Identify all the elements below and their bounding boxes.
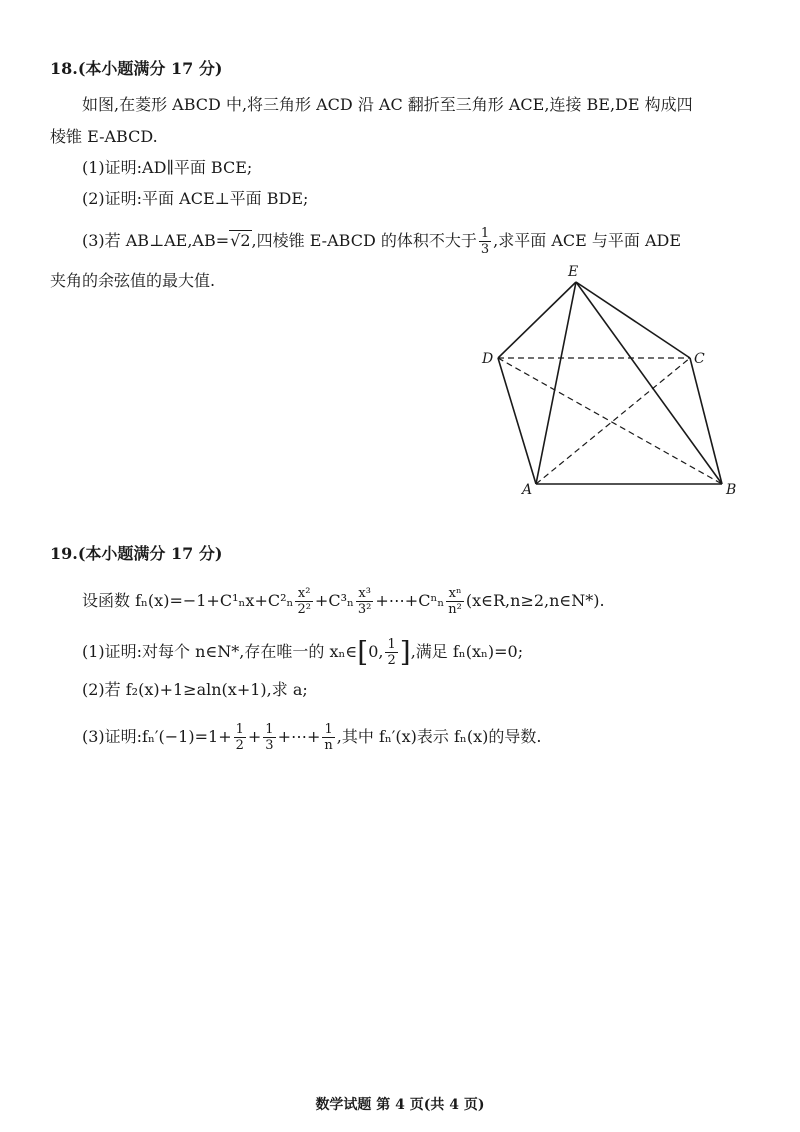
fraction-numerator: 1 [387, 637, 396, 652]
page-footer: 数学试题 第 4 页(共 4 页) [315, 1097, 485, 1113]
q19-def-text-b: +C³ₙ [314, 591, 354, 610]
q19-p3-plus: + [247, 727, 262, 746]
q19-p3-fraction-1 [234, 722, 246, 753]
figure-hidden-edges [498, 358, 722, 484]
q18-part3-fraction [479, 226, 491, 257]
q19-def-text-a: 设函数 fₙ(x)=−1+C¹ₙx+C²ₙ [82, 591, 294, 610]
figure-solid-edges [498, 282, 722, 484]
q19-p3-fraction-2 [263, 722, 275, 753]
q18-part3-sqrt: √2 [230, 231, 251, 250]
vertex-label-e: E [568, 264, 579, 280]
fraction-numerator: xⁿ [446, 586, 464, 602]
q19-p3-text-b: ,其中 fₙ′(x)表示 fₙ(x)的导数. [336, 727, 542, 746]
q19-p3-fraction-3 [322, 722, 334, 753]
fraction-numerator: 1 [322, 722, 334, 738]
q18-part3-text-b: ,四棱锥 E-ABCD 的体积不大于 [251, 231, 477, 250]
q19-part2: (2)若 f₂(x)+1≥aln(x+1),求 a; [82, 680, 308, 699]
fraction-numerator: 1 [265, 722, 274, 737]
vertex-label-d: D [482, 351, 494, 367]
fraction-denominator: 2² [297, 602, 311, 617]
q18-header: 18.(本小题满分 17 分) [50, 59, 223, 78]
interval-close-bracket: ] [399, 635, 411, 669]
q18-part3-line2: 夹角的余弦值的最大值. [50, 271, 216, 290]
fraction-denominator: n² [448, 602, 462, 617]
fraction-denominator: 2 [387, 653, 396, 668]
q19-p3-text-a: (3)证明:fₙ′(−1)=1+ [82, 727, 232, 746]
q18-part1: (1)证明:AD∥平面 BCE; [82, 158, 253, 177]
q19-def-fraction-3 [446, 586, 464, 617]
fraction-numerator: x² [295, 586, 312, 602]
q19-p1-fraction [385, 637, 397, 668]
edge-ec [576, 282, 690, 358]
edge-cb [690, 358, 722, 484]
edge-ac-dashed [536, 358, 690, 484]
fraction-denominator: n [324, 738, 333, 753]
fraction-denominator: 3 [265, 738, 274, 753]
vertex-label-c: C [694, 351, 705, 367]
edge-db-dashed [498, 358, 722, 484]
q19-definition [82, 586, 605, 617]
fraction-denominator: 3 [480, 242, 490, 257]
vertex-label-a: A [522, 482, 533, 498]
edge-eb [576, 282, 722, 484]
pyramid-figure [480, 262, 740, 498]
q19-def-fraction-1 [295, 586, 312, 617]
q19-p3-dots: +⋯+ [277, 727, 321, 746]
q19-p1-text-b: ,满足 fₙ(xₙ)=0; [410, 642, 524, 661]
edge-ed [498, 282, 576, 358]
fraction-denominator: 2 [235, 738, 244, 753]
fraction-numerator: x³ [356, 586, 373, 602]
q18-part3-text-c: ,求平面 ACE 与平面 ADE [493, 231, 682, 250]
q19-header: 19.(本小题满分 17 分) [50, 544, 223, 563]
edge-da [498, 358, 536, 484]
fraction-numerator: 1 [480, 226, 490, 241]
q19-p1-text-a: (1)证明:对每个 n∈N*,存在唯一的 xₙ∈ [82, 642, 358, 661]
q19-part3 [82, 722, 541, 753]
q18-intro-line2: 棱锥 E-ABCD. [50, 127, 158, 146]
q18-part3-text-a: (3)若 AB⊥AE,AB= [82, 231, 230, 250]
fraction-numerator: 1 [235, 722, 244, 737]
q19-def-fraction-2 [356, 586, 373, 617]
q18-part3-line1 [82, 226, 681, 257]
q18-part2: (2)证明:平面 ACE⊥平面 BDE; [82, 189, 309, 208]
q19-def-text-c: +⋯+Cⁿₙ [375, 591, 445, 610]
vertex-label-b: B [726, 482, 737, 498]
interval-open-bracket: [ [357, 635, 369, 669]
q18-intro-line1: 如图,在菱形 ABCD 中,将三角形 ACD 沿 AC 翻折至三角形 ACE,连接 BE,DE 构成四 [82, 95, 693, 114]
q19-part1 [82, 637, 523, 668]
fraction-denominator: 3² [357, 602, 372, 617]
q19-def-text-d: (x∈R,n≥2,n∈N*). [465, 591, 605, 610]
interval-zero: 0, [368, 642, 384, 661]
